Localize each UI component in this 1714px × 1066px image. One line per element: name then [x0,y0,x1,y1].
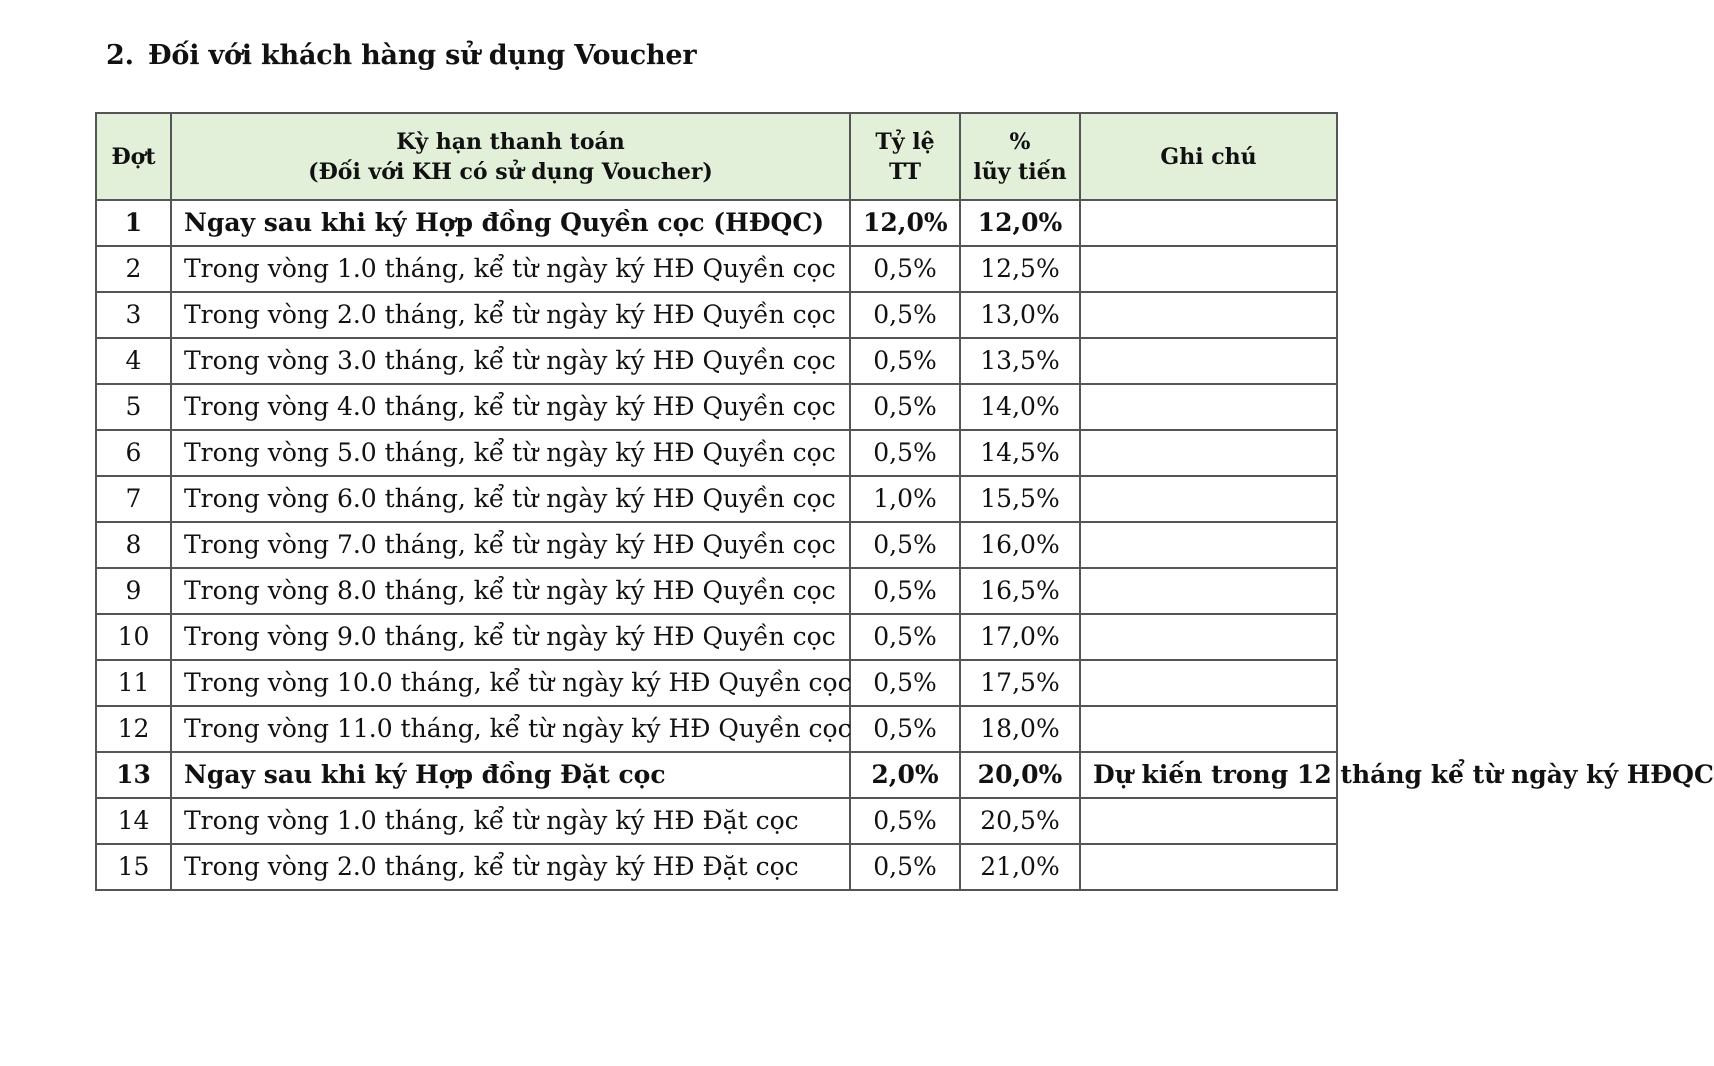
cell-term: Trong vòng 7.0 tháng, kể từ ngày ký HĐ Quyền cọc [171,522,850,568]
cell-cumulative: 13,5% [960,338,1080,384]
cell-rate: 0,5% [850,706,960,752]
cell-rate: 0,5% [850,614,960,660]
cell-rate: 0,5% [850,798,960,844]
cell-cumulative: 12,5% [960,246,1080,292]
cell-note [1080,430,1337,476]
cell-term: Trong vòng 5.0 tháng, kể từ ngày ký HĐ Quyền cọc [171,430,850,476]
cell-note [1080,614,1337,660]
section-title: Đối với khách hàng sử dụng Voucher [148,40,697,71]
cell-dot: 4 [96,338,171,384]
section-heading [106,40,696,71]
cell-rate: 0,5% [850,522,960,568]
table-row [96,384,1337,430]
cell-note [1080,522,1337,568]
cell-rate: 0,5% [850,384,960,430]
cell-dot: 2 [96,246,171,292]
cell-dot: 11 [96,660,171,706]
column-header-cumulative: % lũy tiến [960,113,1080,200]
cell-rate: 0,5% [850,568,960,614]
cell-cumulative: 20,0% [960,752,1080,798]
cell-note [1080,706,1337,752]
payment-schedule-table [95,112,1714,891]
column-header-note: Ghi chú [1080,113,1337,200]
cell-term: Trong vòng 4.0 tháng, kể từ ngày ký HĐ Quyền cọc [171,384,850,430]
cell-cumulative: 13,0% [960,292,1080,338]
cell-note [1080,338,1337,384]
cell-dot: 15 [96,844,171,890]
cell-cumulative: 17,5% [960,660,1080,706]
table-row [96,798,1337,844]
cell-term: Trong vòng 11.0 tháng, kể từ ngày ký HĐ Quyền cọc [171,706,850,752]
cell-note: Dự kiến trong 12 tháng kể từ ngày ký HĐQC [1080,752,1337,798]
table-row [96,246,1337,292]
cell-cumulative: 14,0% [960,384,1080,430]
cell-note [1080,844,1337,890]
cell-term: Trong vòng 2.0 tháng, kể từ ngày ký HĐ Đặt cọc [171,844,850,890]
cell-cumulative: 21,0% [960,844,1080,890]
table-header-row [96,113,1337,200]
cell-term: Trong vòng 6.0 tháng, kể từ ngày ký HĐ Quyền cọc [171,476,850,522]
table-row [96,844,1337,890]
column-header-dot: Đợt [96,113,171,200]
table-row [96,706,1337,752]
cell-cumulative: 16,0% [960,522,1080,568]
cell-rate: 0,5% [850,292,960,338]
cell-dot: 3 [96,292,171,338]
table-row [96,338,1337,384]
table-row [96,660,1337,706]
table-row [96,200,1337,246]
cell-cumulative: 12,0% [960,200,1080,246]
cell-cumulative: 15,5% [960,476,1080,522]
cell-cumulative: 20,5% [960,798,1080,844]
cell-dot: 13 [96,752,171,798]
cell-dot: 6 [96,430,171,476]
table-row [96,568,1337,614]
cell-note [1080,798,1337,844]
cell-term: Trong vòng 1.0 tháng, kể từ ngày ký HĐ Đặt cọc [171,798,850,844]
cell-note [1080,384,1337,430]
cell-term: Trong vòng 3.0 tháng, kể từ ngày ký HĐ Quyền cọc [171,338,850,384]
cell-term: Trong vòng 10.0 tháng, kể từ ngày ký HĐ Quyền cọc [171,660,850,706]
table-row [96,476,1337,522]
cell-term: Ngay sau khi ký Hợp đồng Quyền cọc (HĐQC) [171,200,850,246]
cell-term: Trong vòng 9.0 tháng, kể từ ngày ký HĐ Quyền cọc [171,614,850,660]
cell-cumulative: 18,0% [960,706,1080,752]
cell-dot: 9 [96,568,171,614]
cell-note [1080,200,1337,246]
cell-cumulative: 14,5% [960,430,1080,476]
cell-dot: 12 [96,706,171,752]
cell-rate: 0,5% [850,338,960,384]
cell-rate: 1,0% [850,476,960,522]
cell-note [1080,568,1337,614]
cell-rate: 12,0% [850,200,960,246]
cell-dot: 5 [96,384,171,430]
cell-cumulative: 17,0% [960,614,1080,660]
cell-rate: 0,5% [850,430,960,476]
cell-dot: 8 [96,522,171,568]
cell-note [1080,292,1337,338]
section-number: 2. [106,40,134,71]
cell-dot: 14 [96,798,171,844]
cell-rate: 2,0% [850,752,960,798]
column-header-rate: Tỷ lệ TT [850,113,960,200]
cell-cumulative: 16,5% [960,568,1080,614]
table-row [96,614,1337,660]
cell-rate: 0,5% [850,844,960,890]
cell-term: Trong vòng 2.0 tháng, kể từ ngày ký HĐ Quyền cọc [171,292,850,338]
cell-dot: 10 [96,614,171,660]
table-row [96,522,1337,568]
cell-rate: 0,5% [850,660,960,706]
table-row [96,752,1337,798]
cell-term: Trong vòng 8.0 tháng, kể từ ngày ký HĐ Quyền cọc [171,568,850,614]
table-row [96,430,1337,476]
cell-dot: 1 [96,200,171,246]
cell-rate: 0,5% [850,246,960,292]
table-row [96,292,1337,338]
cell-term: Trong vòng 1.0 tháng, kể từ ngày ký HĐ Quyền cọc [171,246,850,292]
cell-note [1080,660,1337,706]
cell-note [1080,246,1337,292]
cell-term: Ngay sau khi ký Hợp đồng Đặt cọc [171,752,850,798]
cell-note [1080,476,1337,522]
cell-dot: 7 [96,476,171,522]
column-header-term: Kỳ hạn thanh toán (Đối với KH có sử dụng Voucher) [171,113,850,200]
